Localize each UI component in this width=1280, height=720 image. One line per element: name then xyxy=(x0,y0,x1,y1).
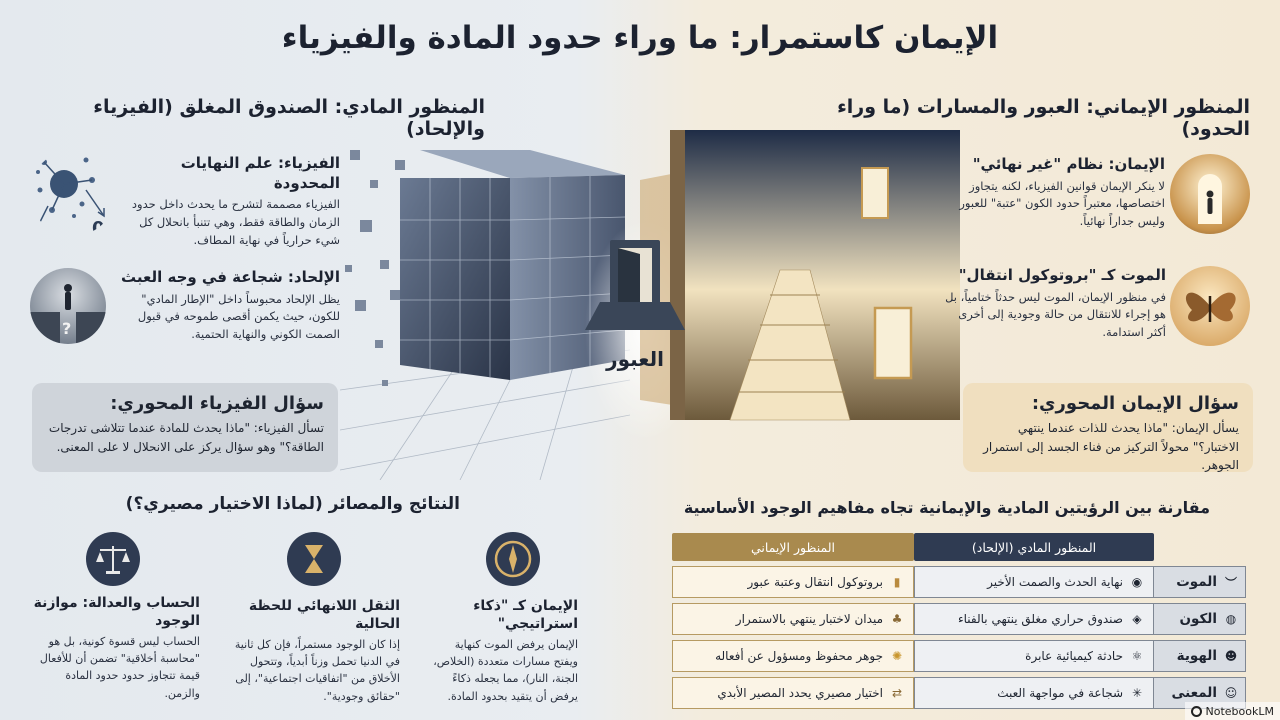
zero-digit: 0 xyxy=(92,218,105,236)
crossing-label: العبور xyxy=(606,347,664,371)
comparison-heading: مقارنة بين الرؤيتين المادية والإيمانية تجاه مفاهيم الوجود الأساسية xyxy=(683,498,1210,517)
brain-icon: ☺ xyxy=(1224,686,1238,700)
death-transition-title: الموت كـ "بروتوكول انتقال" xyxy=(958,266,1166,284)
outcome-weight-text: إذا كان الوجود مستمراً، فإن كل ثانية في الدنيا تحمل وزناً أبدياً، وتتحول الأخلاق من "اتفاقيات اجتماعية"، إلى "حقائق وجودية". xyxy=(234,638,400,703)
question-mark: ? xyxy=(62,319,72,338)
atom-icon: ⚛ xyxy=(1131,649,1143,663)
row-key: الموت xyxy=(1176,574,1217,590)
signpost-icon: ⇄ xyxy=(891,686,903,700)
faith-heading: المنظور الإيماني: العبور والمسارات (ما وراء الحدود) xyxy=(837,96,1250,140)
physics-item-title: الفيزياء: علم النهايات المحدودة xyxy=(180,154,340,192)
person-light-door-icon xyxy=(1170,154,1250,234)
spark-icon: ✳ xyxy=(1131,686,1143,700)
outcome-strategic-text: الإيمان يرفض الموت كنهاية ويفتح مسارات متعددة (الخلاص، الجنة، النار)، مما يجعله ذكاءً يرفض أن يتقيد بحدود المادة. xyxy=(433,638,578,703)
row-faith: ميدان لاختبار ينتهي بالاستمرار xyxy=(735,612,883,626)
physics-question-title: سؤال الفيزياء المحوري: xyxy=(110,393,324,414)
butterfly-icon xyxy=(1170,266,1250,346)
faith-question-text: يسأل الإيمان: "ماذا يحدث للذات عندما ينتهي الاختبار؟" محولاً التركيز من فناء الجسد إلى استمرار الجوهر. xyxy=(983,421,1239,473)
table-corner xyxy=(1154,533,1246,561)
table-row xyxy=(672,603,1246,635)
column-header-material: المنظور المادي (الإلحاد) xyxy=(914,533,1154,561)
head-icon: ☻ xyxy=(1224,649,1238,663)
row-material: نهاية الحدث والصمت الأخير xyxy=(987,575,1123,589)
lightbulb-icon: ✺ xyxy=(891,649,903,663)
cube-icon: ◈ xyxy=(1132,612,1142,626)
notebooklm-badge xyxy=(1185,702,1280,720)
scales-icon xyxy=(86,532,140,586)
row-material: صندوق حراري مغلق ينتهي بالفناء xyxy=(958,612,1123,626)
notebooklm-logo-icon xyxy=(1191,706,1202,717)
row-material: شجاعة في مواجهة العبث xyxy=(997,686,1123,700)
outcome-weight-title: الثقل اللانهائي للحظة الحالية xyxy=(248,598,400,633)
row-faith: بروتوكول انتقال وعتبة عبور xyxy=(747,575,883,589)
materialist-heading: المنظور المادي: الصندوق المغلق (الفيزياء والإلحاد) xyxy=(93,96,485,140)
row-material: حادثة كيميائية عابرة xyxy=(1025,649,1123,663)
death-transition-item xyxy=(944,266,1166,342)
table-row xyxy=(672,566,1246,598)
outcome-accountability xyxy=(32,594,200,702)
eye-icon: ◉ xyxy=(1131,575,1143,589)
row-faith: جوهر محفوظ ومسؤول عن أفعاله xyxy=(715,649,883,663)
center-illustration xyxy=(340,130,960,480)
physics-question-card xyxy=(32,383,338,472)
row-key: الكون xyxy=(1179,611,1217,627)
eye-closed-icon: ︶ xyxy=(1225,575,1238,590)
atheism-item-text: يظل الإلحاد محبوساً داخل "الإطار المادي" للكون، حيث يكمن أقصى طموحه في قبول الصمت الكوني والنهاية الحتمية. xyxy=(137,291,340,342)
comparison-table xyxy=(672,528,1246,714)
outcome-accountability-title: الحساب والعدالة: موازنة الوجود xyxy=(33,595,200,630)
faith-question-title: سؤال الإيمان المحوري: xyxy=(1031,393,1239,414)
column-header-faith: المنظور الإيماني xyxy=(672,533,914,561)
faith-question-card xyxy=(963,383,1253,472)
tree-icon: ♣ xyxy=(891,612,903,626)
table-row xyxy=(672,640,1246,672)
row-key: المعنى xyxy=(1171,685,1217,701)
death-transition-text: في منظور الإيمان، الموت ليس حدثاً ختامياً، بل هو إجراء للانتقال من حالة وجودية إلى أخرى أكثر استدامة. xyxy=(945,289,1166,340)
row-key: الهوية xyxy=(1176,648,1217,664)
hourglass-icon xyxy=(287,532,341,586)
door-icon: ▮ xyxy=(893,575,901,589)
physics-question-text: تسأل الفيزياء: "ماذا يحدث للمادة عندما تتلاشى تدرجات الطاقة؟" وهو سؤال يركز على الانحلال لا على المعنى. xyxy=(48,421,324,454)
outcome-accountability-text: الحساب ليس قسوة كونية، بل هو "محاسبة أخلاقية" تضمن أن للأفعال قيمة تتجاوز حدود حدود المادة والزمن. xyxy=(39,635,200,700)
atheism-item-title: الإلحاد: شجاعة في وجه العبث xyxy=(121,268,340,286)
planet-icon: ◍ xyxy=(1225,612,1237,626)
faith-system-text: لا ينكر الإيمان قوانين الفيزياء، لكنه يتجاوز اختصاصها، معتبراً حدود الكون "عتبة" للعبور وليس جداراً نهائياً. xyxy=(959,178,1165,229)
compass-icon xyxy=(486,532,540,586)
outcomes-heading: النتائج والمصائر (لماذا الاختيار مصيري؟) xyxy=(125,494,460,514)
faith-system-item xyxy=(940,155,1165,231)
outcome-infinite-weight xyxy=(230,597,400,705)
row-faith: اختيار مصيري يحدد المصير الأبدي xyxy=(717,686,883,700)
particles-decay-icon xyxy=(30,150,116,236)
faith-system-title: الإيمان: نظام "غير نهائي" xyxy=(972,155,1165,173)
physics-item-text: الفيزياء مصممة لتشرح ما يحدث داخل حدود الزمان والطاقة فقط، وهي تتنبأ بانحلال كل شيء حرارياً في نهاية المطاف. xyxy=(131,197,340,247)
outcome-strategic-intelligence xyxy=(430,597,578,705)
physics-item xyxy=(118,154,340,249)
outcome-strategic-title: الإيمان كـ "ذكاء استراتيجي" xyxy=(473,598,578,633)
atheism-item xyxy=(112,268,340,344)
notebooklm-label: NotebookLM xyxy=(1205,704,1274,718)
table-row xyxy=(672,677,1246,709)
page-title: الإيمان كاستمرار: ما وراء حدود المادة والفيزياء xyxy=(281,20,999,56)
person-abyss-icon xyxy=(30,268,106,344)
